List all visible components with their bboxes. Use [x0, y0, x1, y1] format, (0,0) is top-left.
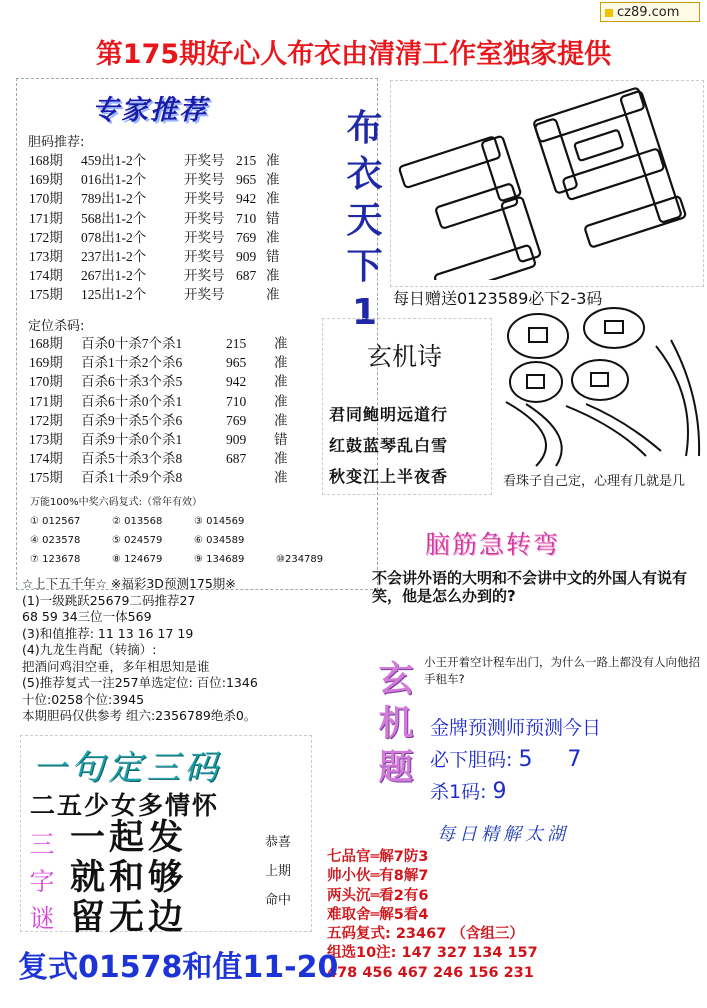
poem-heading: 玄机诗: [367, 342, 443, 371]
dan-cell: 错: [266, 248, 280, 264]
pos-cell: 准: [274, 393, 288, 409]
wanneng-cell: ⑧ 124679: [112, 554, 163, 565]
taihu-line: 帅小伙═有8解7: [327, 868, 429, 885]
pos-cell: 171期: [29, 393, 63, 409]
big-number-text: 39: [392, 80, 394, 81]
pos-cell: 百杀6十杀3个杀5: [81, 374, 183, 390]
wanneng-cell: ⑩234789: [276, 554, 324, 565]
pos-cell: 687: [226, 451, 247, 467]
riddle-side-char: 玄: [378, 660, 414, 700]
dan-cell: 789出1-2个: [81, 191, 147, 207]
dan-cell: 175期: [29, 287, 63, 303]
sanzimi-char: 字: [29, 867, 55, 896]
pos-cell: 准: [274, 355, 288, 371]
brain-question: 不会讲外语的大明和不会讲中文的外国人有说有笑，他是怎么办到的?: [372, 569, 688, 605]
pos-cell: 169期: [29, 355, 63, 371]
pos-cell: 174期: [29, 451, 63, 467]
dan-cell: 237出1-2个: [81, 248, 147, 264]
dan-cell: 016出1-2个: [81, 172, 147, 188]
dan-row: [29, 228, 280, 247]
badge-dot-icon: [605, 9, 613, 17]
dan-cell: 078出1-2个: [81, 229, 147, 245]
big-number-frame: [390, 80, 704, 287]
dan-row: [29, 266, 280, 285]
sanzi-lines: [70, 818, 187, 938]
pos-cell: 准: [274, 412, 288, 428]
pos-cell: 173期: [29, 431, 63, 447]
pos-cell: 百杀0十杀7个杀1: [81, 336, 183, 351]
dan-cell: 错: [266, 210, 280, 226]
dan-cell: 开奖号: [184, 210, 225, 226]
misc-block: [22, 576, 258, 725]
dan-cell: 准: [266, 172, 280, 188]
pos-row: [29, 334, 288, 353]
riddle-side-label: [370, 658, 422, 790]
wanneng-cell: ③ 014569: [194, 516, 245, 527]
pos-cell: 百杀9十杀5个杀6: [81, 412, 183, 428]
gongxi-line: 命中: [264, 893, 291, 908]
riddle-side-char: 题: [378, 748, 414, 788]
coin-tail-right: [656, 340, 699, 456]
pos-row: [29, 353, 288, 372]
misc-line: (5)推荐复式一注257单选定位: 百位:1346: [22, 675, 258, 690]
taihu-line: 七品官═解7防3: [327, 849, 429, 865]
wanneng-row: [30, 550, 358, 569]
expert-heading: 专家推荐: [92, 95, 208, 126]
coin-3-hole: [527, 375, 544, 388]
wanneng-cell: ① 012567: [30, 516, 81, 527]
misc-line: 68 59 34三位一体569: [22, 609, 152, 624]
gongxi-line: 上期: [264, 864, 291, 879]
coin-4: [572, 360, 628, 400]
coin-2-hole: [605, 321, 623, 333]
pos-cell: 215: [226, 336, 247, 351]
yiju-heading: 一句定三码: [32, 748, 222, 788]
dan-cell: 125出1-2个: [81, 287, 147, 303]
pos-cell: 175期: [29, 470, 63, 486]
pos-cell: 准: [274, 451, 288, 467]
dan-row: [29, 247, 280, 266]
buyi-char: 1: [351, 292, 378, 333]
dan-cell: 215: [236, 153, 257, 168]
pos-cell: 错: [274, 431, 288, 447]
pos-row: [29, 392, 288, 411]
dan-cell: 准: [266, 191, 280, 207]
pos-cell: 942: [226, 374, 247, 390]
dan-cell: 172期: [29, 229, 63, 245]
pos-row: [29, 449, 288, 468]
buyi-char: 布: [346, 108, 383, 149]
pos-cell: 百杀1十杀9个杀8: [81, 470, 183, 486]
wanneng-row: [30, 512, 358, 531]
dan-cell: 174期: [29, 268, 63, 284]
dan-cell: 开奖号: [184, 229, 225, 245]
coin-2: [584, 308, 644, 348]
pos-cell: 百杀6十杀0个杀1: [81, 393, 183, 409]
dan-cell: 准: [266, 268, 280, 284]
dan-cell: 开奖号: [184, 191, 225, 207]
dan-cell: 开奖号: [184, 268, 225, 284]
gold-dan-values: 5 7: [518, 747, 582, 772]
dan-cell: 开奖号: [184, 248, 225, 264]
poem-line-3: 秋变江上半夜香: [329, 467, 449, 486]
misc-line: ☆上下五千年☆ ※福彩3D预测175期※: [22, 576, 236, 591]
coin-1-hole: [529, 328, 547, 342]
dan-table: [29, 151, 280, 305]
sanzi-line: 留无边: [70, 897, 188, 938]
taihu-line: 组选10注: 147 327 134 157: [327, 945, 538, 962]
coin-4-hole: [591, 373, 608, 386]
dan-cell: 769: [236, 229, 257, 245]
coin-1: [508, 314, 568, 358]
poem-line-2: 红鼓蓝琴乱白雪: [329, 436, 449, 455]
dan-cell: 942: [236, 191, 257, 207]
wanneng-cell: ⑥ 034589: [194, 535, 245, 546]
buyi-label: [342, 106, 387, 336]
gold-prediction: [430, 713, 601, 808]
dan-cell: 965: [236, 172, 257, 188]
daily-gift: 每日赠送0123589必下2-3码: [393, 289, 603, 308]
dan-cell: 开奖号: [184, 153, 225, 168]
dan-row: [29, 151, 280, 170]
dan-label: 胆码推荐:: [28, 135, 85, 150]
pos-row: [29, 430, 288, 449]
taihu-line: 两头沉═看2有6: [327, 887, 429, 904]
coin-tail-left: [506, 402, 562, 466]
pos-cell: 168期: [29, 336, 63, 351]
pos-cell: 769: [226, 412, 247, 428]
wanneng-cell: ⑨ 134689: [194, 554, 245, 565]
dan-cell: 开奖号: [184, 172, 225, 188]
dan-cell: 710: [236, 210, 257, 226]
pos-cell: 准: [274, 374, 288, 390]
coin-hint: 看珠子自己定，心理有几就是几: [503, 474, 686, 489]
dan-cell: 169期: [29, 172, 63, 188]
dan-row: [29, 209, 280, 228]
misc-line: (1)一级跳跃25679二码推荐27: [22, 592, 196, 608]
buyi-char: 下: [346, 246, 383, 287]
dan-cell: 开奖号: [184, 287, 225, 303]
pos-cell: 965: [226, 355, 247, 371]
sanzi-line: 一起发: [70, 817, 188, 858]
coin-tail-middle: [566, 404, 661, 456]
wanneng-cell: ② 013568: [112, 516, 163, 527]
misc-line: 本期胆码仅供参考 组六:2356789绝杀0。: [22, 708, 257, 723]
sanzimi-char: 谜: [29, 904, 55, 933]
pos-row: [29, 468, 288, 487]
misc-line: (3)和值推荐: 11 13 16 17 19: [22, 625, 194, 641]
dan-cell: 170期: [29, 191, 63, 207]
dan-row: [29, 285, 280, 304]
dan-cell: 准: [266, 287, 280, 303]
pos-cell: 172期: [29, 412, 63, 428]
gold-kill-value: 9: [492, 779, 507, 804]
dan-cell: 909: [236, 248, 257, 264]
dan-cell: 267出1-2个: [81, 268, 147, 284]
page-title: 第175期好心人布衣由清清工作室独家提供: [95, 39, 612, 70]
pos-label: 定位杀码:: [28, 319, 85, 334]
taihu-line: 五码复式: 23467 （含组三）: [327, 926, 524, 943]
misc-line: 把酒问鸡泪空垂，多年相思知是谁: [22, 658, 210, 674]
pos-cell: 909: [226, 431, 247, 447]
dan-row: [29, 189, 280, 208]
pos-cell: 百杀1十杀2个杀6: [81, 355, 183, 371]
wanneng-cell: ④ 023578: [30, 535, 81, 546]
pos-cell: 百杀9十杀0个杀1: [81, 431, 183, 447]
dan-cell: 168期: [29, 153, 63, 168]
dan-cell: 173期: [29, 248, 63, 264]
gongxi-line: 恭喜: [264, 835, 291, 850]
misc-line: 十位:0258个位:3945: [22, 691, 145, 707]
dan-row: [29, 170, 280, 189]
sanzi-line: 就和够: [70, 857, 188, 898]
dan-cell: 568出1-2个: [81, 210, 147, 226]
gold-title: 金牌预测师预测今日: [430, 717, 602, 739]
coin-3: [510, 362, 562, 402]
wanneng-cell: ⑦ 123678: [30, 554, 81, 565]
wanneng-label: 万能100%中奖六码复式:（常年有效）: [30, 497, 202, 508]
gold-dan-label: 必下胆码:: [430, 749, 513, 771]
taihu-line: 478 456 467 246 156 231: [327, 964, 534, 981]
site-watermark[interactable]: [600, 2, 700, 22]
taihu-line: 难取舍═解5看4: [327, 906, 429, 923]
pos-row: [29, 411, 288, 430]
dan-cell: 459出1-2个: [81, 153, 147, 168]
pos-cell: 百杀5十杀3个杀8: [81, 451, 183, 467]
taihu-heading: 每日精解太湖: [437, 824, 569, 845]
pos-cell: 710: [226, 393, 247, 409]
wanneng-table: [30, 512, 358, 569]
fushi-line: 复式01578和值11-20: [18, 950, 339, 985]
wanneng-row: [30, 531, 358, 550]
riddle-side-char: 机: [378, 704, 414, 744]
dan-cell: 687: [236, 268, 257, 284]
dan-cell: 171期: [29, 210, 63, 226]
sanzimi-char: 三: [29, 830, 55, 859]
misc-line: (4)九龙生肖配（转摘）:: [22, 642, 157, 657]
pos-table: [29, 334, 288, 488]
yiju-clue: 二五少女多情怀: [30, 791, 220, 820]
buyi-char: 天: [346, 200, 383, 241]
pos-row: [29, 372, 288, 391]
riddle-question: 小王开着空计程车出门，为什么一路上都没有人向他招手租车?: [424, 655, 700, 686]
dan-cell: 准: [266, 153, 280, 168]
brain-heading: 脑筋急转弯: [425, 530, 561, 559]
gongxi-block: [258, 828, 298, 915]
sanzimi-label: [27, 826, 57, 937]
pos-cell: 170期: [29, 374, 63, 390]
poem-line-1: 君同鲍明远道行: [329, 405, 449, 424]
buyi-char: 衣: [346, 154, 383, 195]
pos-cell: 准: [274, 470, 288, 486]
watermark-text: cz89.com: [617, 5, 680, 20]
gold-kill-label: 杀1码:: [430, 781, 487, 803]
pos-cell: 准: [274, 336, 288, 351]
taihu-lines: [327, 848, 702, 983]
wanneng-cell: ⑤ 024579: [112, 535, 163, 546]
coin-string-graphic: [496, 306, 702, 470]
dan-cell: 准: [266, 229, 280, 245]
